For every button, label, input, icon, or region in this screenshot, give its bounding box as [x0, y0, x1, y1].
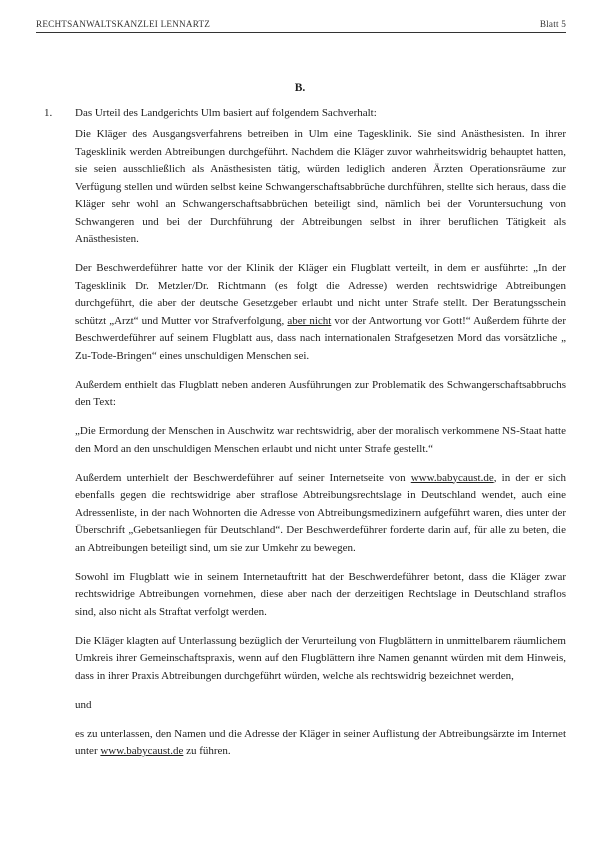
page-number: Blatt 5 [539, 19, 566, 29]
leaflet-text-2: vor der Antwortung vor Gott!“ Außerdem führte der Beschwerdeführer auf seinem Flugblatt aus, dass nach internationalen Strafgesetzen Mord das vorsätzliche „ Zu-Tode-Bringen“ eines unschuldigen Menschen sei. [75, 314, 566, 362]
website-text-2: , in der er sich ebenfalls gegen die rechtswidrige aber straflose Abtreibungsrechtslage in Deutschland wendet, auch eine Adressenliste, in der nach Wohnorten die Adresse von Abtreibungsmedizinern aufgeführt waren, dies unter der Überschrift „Gebetsanliegen für Deutschland“. Der Beschwerdeführer forderte darin auf, für alle zu beten, die an Abtreibungen beteiligt sind, um sie zur Umkehr zu bewegen. [75, 471, 566, 554]
claim-link[interactable]: www.babycaust.de [100, 745, 184, 757]
paragraph-emphasis: Sowohl im Flugblatt wie in seinem Internetauftritt hat der Beschwerdeführer betont, dass die Kläger zwar rechtswidrige Abtreibungen vornehmen, diese aber nach der derzeitigen Rechtslage in Deutschland straflos sind, also nicht als Straftat verfolgt werden. [75, 570, 566, 618]
leaflet-text-1: Der Beschwerdeführer hatte vor der Klinik der Kläger ein Flugblatt verteilt, in dem er ausführte: „In der Tagesklinik Dr. Metzler/Dr. Richtmann (es folgt die Adresse) werden rechtswidrige Abtreibungen durchgeführt, die aber der deutsche Gesetzgeber erlaubt und nicht unter Strafe stellt. Der Beratungsschein schützt „Arzt“ und Mutter vor Strafverfolgung, [75, 262, 566, 327]
firm-name: RECHTSANWALTSKANZLEI LENNARTZ [36, 19, 211, 29]
website-text-1: Außerdem unterhielt der Beschwerdeführer auf seiner Internetseite von [75, 471, 411, 484]
document-body [75, 126, 566, 772]
paragraph-and: und [75, 698, 92, 711]
claim-text-2: zu führen. [183, 745, 231, 757]
underlined-phrase: aber nicht [287, 314, 332, 327]
paragraph-claim: Die Kläger klagten auf Unterlassung bezüglich der Verurteilung von Flugblättern in unmittelbarem räumlichem Umkreis ihrer Gemeinschaftspraxis, wenn auf den Flugblättern ihre Namen genannt würden mit dem Hinweis, dass in ihrer Praxis Abtreibungen durchgeführt würden, welche als rechtswidrig bezeichnet werden, [75, 634, 566, 682]
paragraph-facts: Die Kläger des Ausgangsverfahrens betreiben in Ulm eine Tagesklinik. Sie sind Anästhesisten. In ihrer Tagesklinik werden Abtreibungen durchgeführt. Nachdem die Kläger zuvor wahrheitswidrig behauptet hatten, sie seien ausschließlich als Anästhesisten tätig, würden lediglich anderen Ärzten Operationsräume zur Verfügung stellen und würden selbst keine Schwangerschaftsabbrüche durchführen, stellte sich heraus, dass die Kläger sehr wohl an Schwangerschaftsabbrüchen beteiligt sind, nämlich bei der Voruntersuchung von Schwangeren und bei der Durchführung der Abtreibungen selbst in ihrer beruflichen Tätigkeit als Anästhesisten. [75, 128, 566, 245]
section-title: B. [294, 82, 306, 94]
paragraph-website [75, 470, 566, 558]
paragraph-quote: „Die Ermordung der Menschen in Auschwitz war rechtswidrig, aber der moralisch verkommene NS-Staat hatte den Mord an den unschuldigen Menschen erlaubt und nicht unter Strafe gestellt.“ [75, 425, 566, 455]
item-lead-text: Das Urteil des Landgerichts Ulm basiert auf folgendem Sachverhalt: [75, 107, 377, 119]
paragraph-claim-2 [75, 726, 566, 761]
paragraph-leaflet-text: Außerdem enthielt das Flugblatt neben anderen Ausführungen zur Problematik des Schwangerschaftsabbruchs den Text: [75, 378, 566, 408]
page-header [36, 16, 566, 33]
website-link[interactable]: www.babycaust.de [410, 471, 494, 484]
paragraph-leaflet [75, 260, 566, 365]
claim-text-1: es zu unterlassen, den Namen und die Adresse der Kläger in seiner Auflistung der Abtreibungsärzte im Internet unter [75, 727, 566, 757]
item-number: 1. [44, 107, 53, 119]
